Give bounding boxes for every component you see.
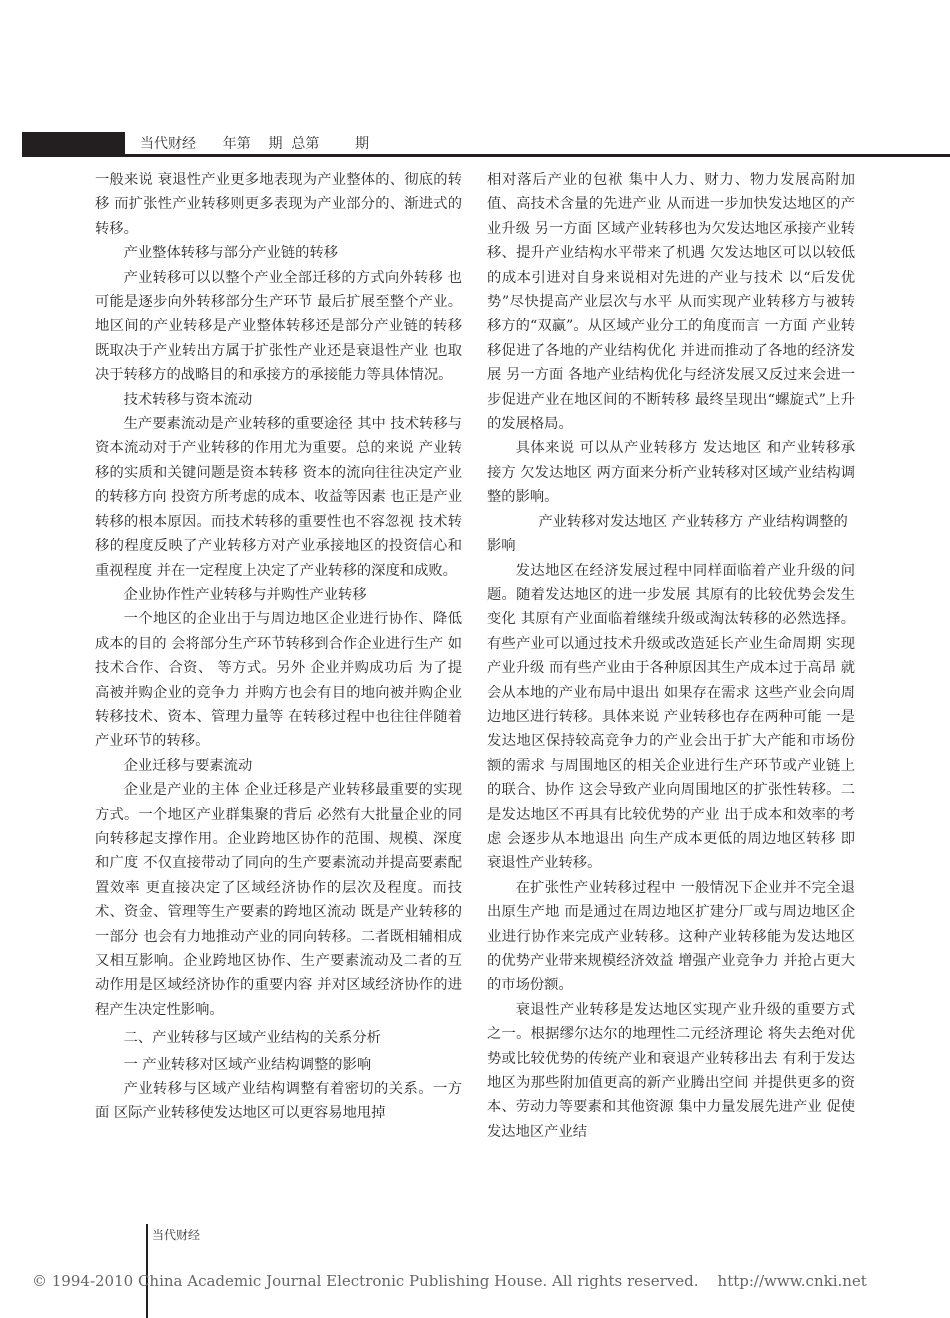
header-black-bar (22, 132, 125, 154)
section-heading: 二、产业转移与区域产业结构的关系分析 (123, 1030, 381, 1047)
copyright-notice: © 1994-2010 China Academic Journal Electronic Publishing House. All rights reserved. http://www.cnki.net (32, 1272, 867, 1290)
section-heading: 技术转移与资本流动 (123, 391, 253, 408)
paragraph: 一个地区的企业出于与周边地区企业进行协作、降低成本的目的 会将部分生产环节转移到合作企业进行生产 如技术合作、合资、 等方式。另外 企业并购成功后 为了提高被并购企业的竞争力 并购方也会有目的地向被并购企业转移技术、资本、管理力量等 在转移过程中也往往伴随着产业环节的转移。 (95, 611, 462, 750)
paragraph: 产业转移与区域产业结构调整有着密切的关系。一方面 区际产业转移使发达地区可以更容易地甩掉 (95, 1081, 462, 1122)
paragraph: 在扩张性产业转移过程中 一般情况下企业并不完全退出原生产地 而是通过在周边地区扩建分厂或与周边地区企业进行协作来完成产业转移。这种产业转移能为发达地区的优势产业带来规模经济效益 增强产业竞争力 并抢占更大的市场份额。 (487, 879, 855, 994)
paragraph: 相对落后产业的包袱 集中人力、财力、物力发展高附加值、高技术含量的先进产业 从而进一步加快发达地区的产业升级 另一方面 区域产业转移也为欠发达地区承接产业转移、提升产业结构水平带来了机遇 欠发达地区可以以较低的成本引进对自身来说相对先进的产业与技术 以“后发优势”尽快提高产业层次与水平 从而实现产业转移方与被转移方的“双赢”。从区域产业分工的角度而言 一方面 产业转移促进了各地的产业结构优化 并进而推动了各地的经济发展 另一方面 各地产业结构优化与经济发展又反过来会进一步促进产业在地区间的不断转移 最终呈现出“螺旋式”上升的发展格局。 (487, 172, 855, 433)
footer-rule (146, 1224, 148, 1318)
paragraph: 企业是产业的主体 企业迁移是产业转移最重要的实现方式。一个地区产业群集聚的背后 必然有大批量企业的同向转移起支撑作用。企业跨地区协作的范围、规模、深度和广度 不仅直接带动了同向的生产要素流动并提高要素配置效率 更直接决定了区域经济协作的层次及程度。而技术、资金、管理等生产要素的跨地区流动 既是产业转移的一部分 也会有力地推动产业的同向转移。二者既相辅相成 又相互影响。企业跨地区协作、生产要素流动及二者的互动作用是区域经济协作的重要内容 并对区域经济协作的进程产生决定性影响。 (95, 782, 462, 1018)
footer-journal-name: 当代财经 (152, 1228, 201, 1242)
header-rule (22, 154, 950, 157)
paragraph: 发达地区在经济发展过程中同样面临着产业升级的问题。随着发达地区的进一步发展 其原有的比较优势会发生变化 其原有产业面临着继续升级或淘汰转移的必然选择。有些产业可以通过技术升级或改造延长产业生命周期 实现产业升级 而有些产业由于各种原因其生产成本过于高昂 就会从本地的产业布局中退出 如果存在需求 这些产业会向周边地区进行转移。具体来说 产业转移也存在两种可能 一是发达地区保持较高竞争力的产业会出于扩大产能和市场份额的需求 与周围地区的相关企业进行生产环节或产业链上的联合、协作 这会导致产业向周围地区的扩张性转移。二是发达地区不再具有比较优势的产业 出于成本和效率的考虑 会逐步从本地退出 向生产成本更低的周边地区转移 即衰退性产业转移。 (487, 562, 855, 872)
running-header: 当代财经 年第 期 总第 期 (140, 136, 370, 152)
section-heading: 企业协作性产业转移与并购性产业转移 (123, 586, 367, 603)
section-heading: 产业整体转移与部分产业链的转移 (123, 245, 339, 262)
paragraph: 具体来说 可以从产业转移方 发达地区 和产业转移承接方 欠发达地区 两方面来分析产业转移对区域产业结构调整的影响。 (487, 440, 855, 506)
section-heading: 产业转移对发达地区 产业转移方 产业结构调整的影响 (487, 513, 848, 555)
paragraph: 一般来说 衰退性产业更多地表现为产业整体的、彻底的转移 而扩张性产业转移则更多表现为产业部分的、渐进式的转移。 (95, 172, 462, 237)
paragraph: 产业转移可以以整个产业全部迁移的方式向外转移 也可能是逐步向外转移部分生产环节 最后扩展至整个产业。地区间的产业转移是产业整体转移还是部分产业链的转移 既取决于产业转出方属于扩张性产业还是衰退性产业 也取决于转移方的战略目的和承接方的承接能力等具体情况。 (95, 269, 462, 384)
paragraph: 生产要素流动是产业转移的重要途径 其中 技术转移与资本流动对于产业转移的作用尤为重要。总的来说 产业转移的实质和关键问题是资本转移 资本的流向往往决定产业的转移方向 投资方所考虑的成本、收益等因素 也正是产业转移的根本原因。而技术转移的重要性也不容忽视 技术转移的程度反映了产业转移方对产业承接地区的投资信心和重视程度 并在一定程度上决定了产业转移的深度和成败。 (95, 416, 462, 579)
right-column (487, 168, 855, 1144)
left-column (95, 168, 462, 1126)
section-heading: 一 产业转移对区域产业结构调整的影响 (123, 1056, 372, 1073)
paragraph: 衰退性产业转移是发达地区实现产业升级的重要方式之一。根据缪尔达尔的地理性二元经济理论 将失去绝对优势或比较优势的传统产业和衰退产业转移出去 有利于发达地区为那些附加值更高的新产业腾出空间 并提供更多的资本、劳动力等要素和其他资源 集中力量发展先进产业 促使发达地区产业结 (487, 1001, 855, 1140)
section-heading: 企业迁移与要素流动 (123, 757, 253, 774)
